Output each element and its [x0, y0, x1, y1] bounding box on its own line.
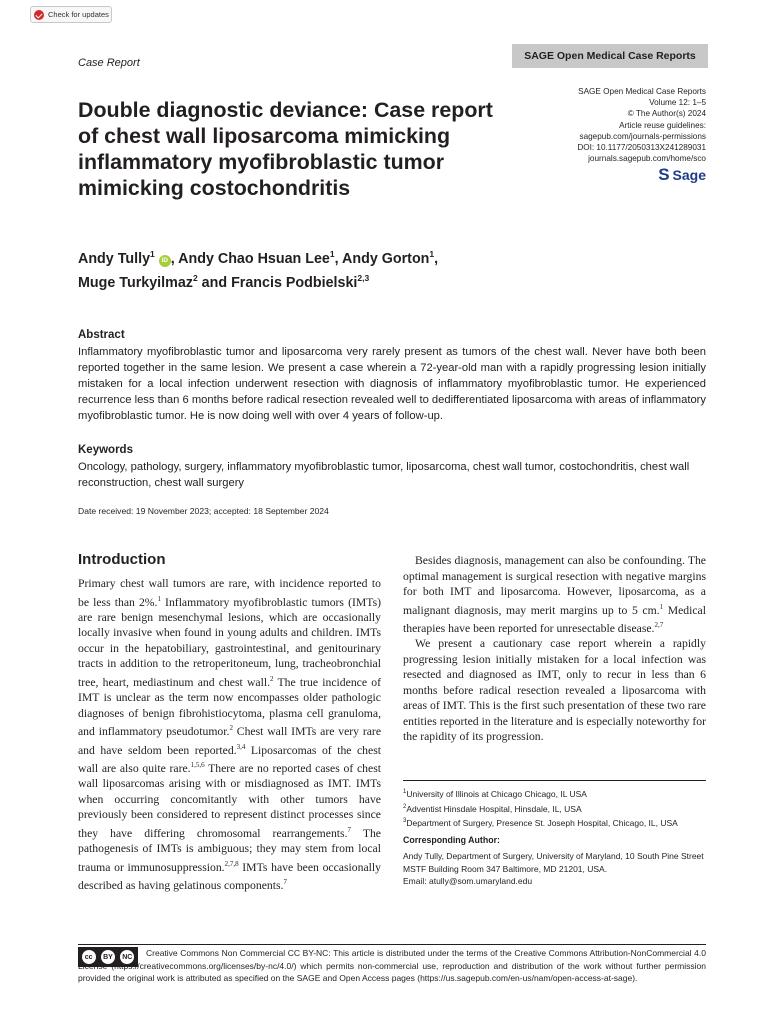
author-conjunction: and	[201, 274, 228, 291]
section-label: Case Report	[78, 57, 140, 69]
abstract-text: Inflammatory myofibroblastic tumor and liposarcoma very rarely present as tumors of the chest wall. Never have both been reported together in the same lesion. We present a case wherein a 72-year-old man with a rapidly progressing lesion initially mistaken for a local infection underwent resection with diagnosis of inflammatory myofibroblastic tumor. He experienced recurrence less than 6 months before radical resection revealed well to dedifferentiated liposarcoma with areas of inflammatory myofibroblastic tumor. He is now doing well with over 4 years of follow-up.	[78, 346, 706, 422]
author-affiliation-marker: 2,3	[357, 272, 370, 283]
citation[interactable]: 7	[347, 825, 352, 834]
body-column-right	[403, 553, 706, 745]
publisher-logo	[658, 165, 706, 185]
affiliations	[403, 786, 706, 830]
journal-banner: SAGE Open Medical Case Reports	[512, 44, 708, 68]
citation[interactable]: 1	[659, 602, 664, 611]
author-affiliation-marker: 1	[150, 249, 155, 259]
license-text: Creative Commons Non Commercial CC BY-NC: This article is distributed under the terms of the Creative Commons Attribution-NonCommercial 4.0 License (https://creativecommons.org/licenses/by-nc/4.0/) which permits non-commercial use, reproduction and distribution of the work without further permission provided the original work is attributed as specified on the SAGE and Open Access pages (https://us.sagepub.com/en-us/nam/open-access-at-sage).	[78, 948, 706, 984]
text-run: Primary chest wall tumors are rare, with incidence reported to be less than 2%.	[78, 577, 381, 609]
citation[interactable]: 2	[229, 724, 233, 733]
affiliation-number: 1	[403, 789, 407, 795]
corresponding-author-heading: Corresponding Author:	[403, 835, 500, 845]
citation[interactable]: 2	[270, 674, 274, 683]
meta-reuse: Article reuse guidelines:	[619, 120, 706, 130]
intro-paragraph-1	[78, 576, 381, 894]
meta-doi[interactable]: DOI: 10.1177/2050313X241289031	[577, 143, 706, 153]
citation[interactable]: 2,7,8	[224, 859, 239, 868]
cc-icon: cc	[82, 950, 96, 964]
text-run: Chest wall IMTs are very rare and have seldom been reported.	[78, 725, 382, 757]
introduction-heading: Introduction	[78, 551, 166, 568]
author-affiliation-marker: 1	[329, 249, 335, 259]
affiliation-number: 2	[403, 803, 407, 810]
text-run: Besides diagnosis, management can also be confounding. The optimal management is surgical resection with negative margins for both IMT and liposarcoma. However, liposarcoma, as a malignant diagnosis, may merit margins up to 5 cm.	[403, 554, 706, 617]
text-run: There are no reported cases of chest wall liposarcomas arising with or misdiagnosed as IMT. IMTs when occurring concomitantly with other tumors have previously been considered to represent distinct processes since they have differing chromosomal rearrangements.	[78, 761, 381, 840]
article-meta	[506, 86, 706, 164]
abstract-heading: Abstract	[78, 329, 125, 341]
text-run: The true incidence of IMT is unclear as the term now encompasses older pathologic diagnoses of benign fibrohistiocytoma, plasma cell granuloma, and inflammatory pseudotumor.	[78, 675, 381, 739]
affiliation-item	[403, 815, 706, 830]
meta-permissions-link[interactable]: sagepub.com/journals-permissions	[579, 131, 706, 141]
affiliation-item	[403, 786, 706, 801]
citation[interactable]: 1,5,6	[190, 761, 205, 770]
author-name: Andy Gorton	[342, 250, 430, 267]
corresponding-author	[403, 850, 706, 888]
author-affiliation-marker: 2	[192, 272, 198, 283]
meta-volume: Volume 12: 1–5	[649, 98, 706, 108]
citation[interactable]: 7	[283, 878, 287, 887]
author-list: Andy Tully$^1$ iD , Andy Chao Hsuan Lee$^1$, Andy Gorton$^1$, Muge Turkyilmaz$^2$ and Francis Podbielski$^{2,3}$	[78, 249, 439, 291]
corresponding-email[interactable]: Email: atully@som.umaryland.edu	[403, 876, 533, 886]
meta-journal-link[interactable]: journals.sagepub.com/home/sco	[588, 154, 706, 164]
text-run: Medical therapies have been reported for unresectable disease.	[403, 603, 706, 635]
text-run: The pathogenesis of IMTs is ambiguous; they may stem from local trauma or immunosuppression.	[78, 826, 381, 874]
text-run: Inflammatory myofibroblastic tumors (IMTs) are rare benign mesenchymal lesions, which are occasionally locally invasive when found in young adults and children. IMTs occur in the hepatobiliary, gastrointestinal, and genitourinary tracts in addition to the retroperitoneum, lung, tracheobronchial tree, heart, mediastinum and chest wall.	[78, 595, 382, 689]
affiliation-number: 3	[403, 818, 407, 825]
author-affiliation-marker: 1	[429, 249, 435, 259]
by-icon: BY	[101, 950, 115, 964]
sage-s-icon: S	[658, 165, 670, 184]
publisher-logo-text: Sage	[672, 167, 706, 183]
text-run: IMTs have been occasionally described as having gelatinous components.	[78, 860, 381, 893]
affiliation-text: Adventist Hinsdale Hospital, Hinsdale, IL, USA	[406, 803, 582, 814]
nc-icon: NC	[120, 950, 134, 964]
license-divider	[78, 944, 706, 945]
intro-paragraph-2	[403, 553, 706, 636]
intro-paragraph-3: We present a cautionary case report wherein a rapidly progressing lesion initially mistaken for a local infection was resected and diagnosed as IMT, only to recur in less than 6 months before radical resection revealed a liposarcoma with areas of IMT. This is the first such presentation of these two rare entities reported in the literature and is especially noteworthy for the rapidity of its progression.	[403, 637, 706, 744]
citation[interactable]: 3,4	[236, 742, 246, 751]
check-for-updates-label: Check for updates	[48, 10, 109, 19]
affiliation-item	[403, 801, 706, 816]
meta-journal: SAGE Open Medical Case Reports	[578, 87, 706, 96]
affiliation-text: University of Illinois at Chicago Chicago, IL USA	[406, 788, 587, 799]
author-name: Andy Chao Hsuan Lee	[178, 250, 330, 267]
check-updates-icon	[34, 10, 44, 20]
citation[interactable]: 1	[157, 594, 161, 603]
keywords-heading: Keywords	[78, 444, 133, 456]
citation[interactable]: 2,7	[654, 620, 664, 629]
meta-copyright: © The Author(s) 2024	[627, 109, 706, 119]
affiliation-divider	[403, 780, 706, 781]
corresponding-address: Andy Tully, Department of Surgery, University of Maryland, 10 South Pine Street MSTF Building Room 347 Baltimore, MD 21201, USA.	[403, 851, 704, 874]
keywords-text: Oncology, pathology, surgery, inflammatory myofibroblastic tumor, liposarcoma, chest wall tumor, costochondritis, chest wall reconstruction, chest wall surgery	[78, 461, 690, 489]
author-name: Muge Turkyilmaz	[78, 274, 193, 291]
text-run: Liposarcomas of the chest wall are also quite rare.	[78, 743, 381, 775]
author-name: Andy Tully	[78, 250, 151, 267]
orcid-icon[interactable]: iD	[159, 255, 171, 267]
body-column-left	[78, 576, 381, 894]
article-title: Double diagnostic deviance: Case report of chest wall liposarcoma mimicking inflammatory myofibroblastic tumor mimicking costochondritis	[78, 98, 493, 200]
check-for-updates-button[interactable]	[30, 6, 112, 23]
date-received: Date received: 19 November 2023; accepted: 18 September 2024	[78, 506, 329, 516]
affiliation-text: Department of Surgery, Presence St. Joseph Hospital, Chicago, IL, USA	[406, 817, 678, 828]
author-name: Francis Podbielski	[231, 274, 358, 291]
